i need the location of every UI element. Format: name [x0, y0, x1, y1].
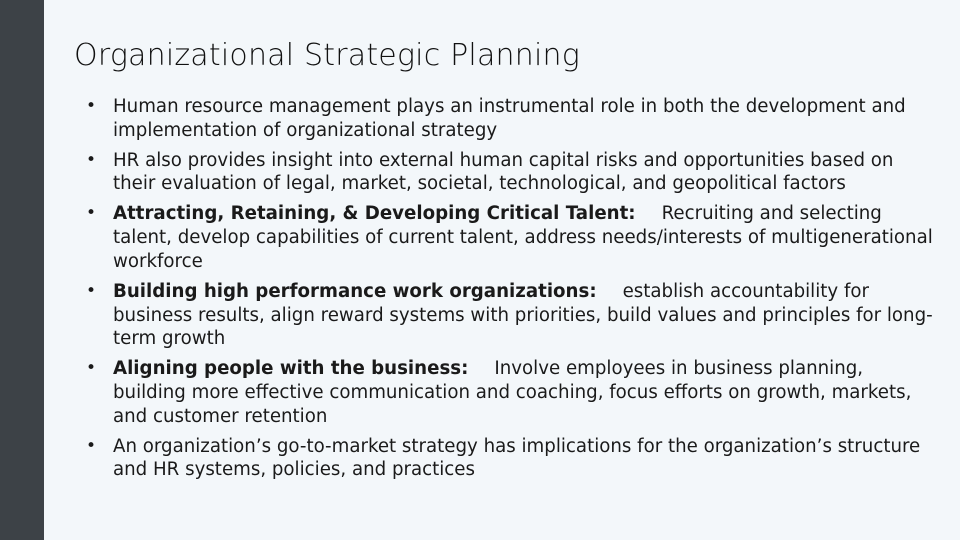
bullet-text: Recruiting and selecting talent, develop capabilities of current talent, address needs/interests of multigenerational workforce: [113, 203, 933, 272]
bullet-item-3: [86, 202, 936, 273]
bullet-list: [86, 95, 936, 488]
left-accent-bar: [0, 0, 44, 540]
slide-title: Organizational Strategic Planning: [74, 38, 580, 73]
bullet-item-4: [86, 280, 936, 351]
bullet-item-5: [86, 357, 936, 428]
bullet-lead: Aligning people with the business:: [113, 358, 469, 380]
bullet-text: HR also provides insight into external human capital risks and opportunities based on their evaluation of legal, market, societal, technological, and geopolitical factors: [113, 149, 894, 195]
bullet-lead: Attracting, Retaining, & Developing Critical Talent:: [113, 203, 636, 225]
bullet-item-1: [86, 95, 936, 142]
bullet-lead: Building high performance work organizations:: [113, 280, 597, 302]
bullet-dot-icon: •: [86, 358, 97, 379]
bullet-dot-icon: •: [86, 96, 97, 116]
bullet-item-6: [86, 435, 936, 482]
bullet-text: Involve employees in business planning, building more effective communication and coaching, focus efforts on growth, markets, and customer retention: [113, 358, 912, 427]
bullet-dot-icon: •: [86, 280, 97, 301]
bullet-text: Human resource management plays an instrumental role in both the development and implementation of organizational strategy: [113, 96, 906, 141]
bullet-dot-icon: •: [86, 435, 97, 456]
bullet-dot-icon: •: [86, 149, 97, 170]
bullet-item-2: [86, 149, 936, 196]
bullet-text: establish accountability for business results, align reward systems with priorities, build values and principles for long-term growth: [113, 280, 933, 350]
bullet-text: An organization’s go-to-market strategy has implications for the organization’s structure and HR systems, policies, and practices: [113, 435, 921, 481]
bullet-dot-icon: •: [86, 203, 97, 224]
